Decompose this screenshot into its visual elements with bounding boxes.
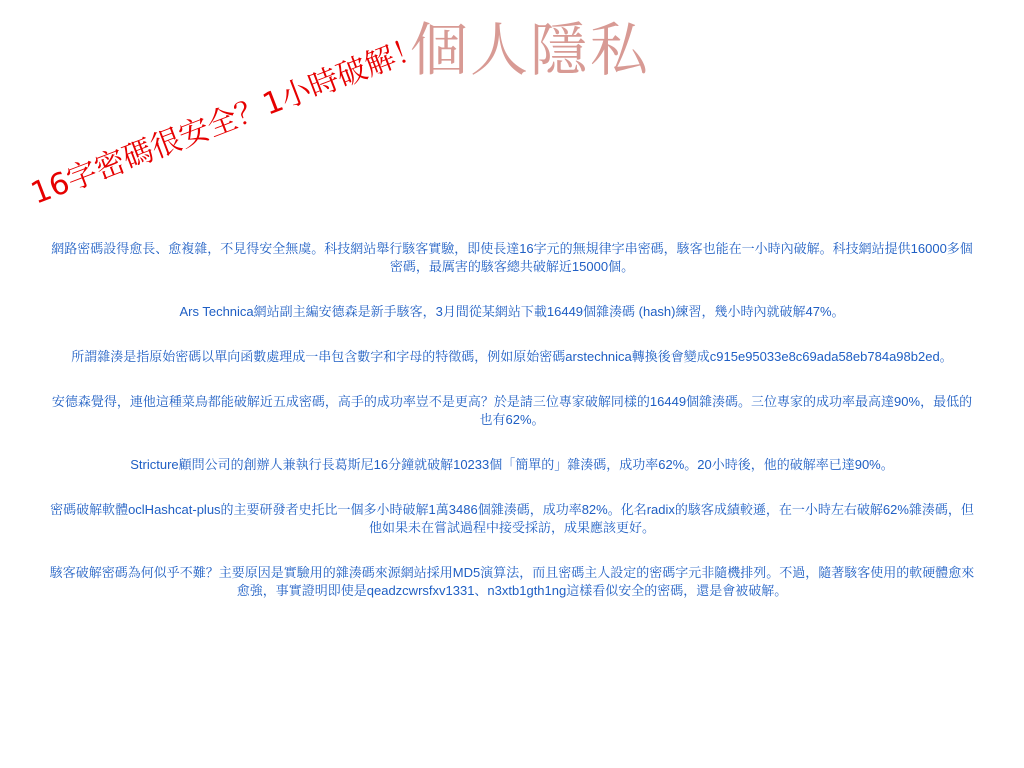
paragraph-5: Stricture顧問公司的創辦人兼執行長葛斯尼16分鐘就破解10233個「簡單的」雜湊碼，成功率62%。20小時後，他的破解率已達90%。 [130, 457, 894, 472]
headline-callout: 16字密碼很安全？1小時破解！ [26, 29, 429, 212]
slide-title: 個人隱私 [409, 16, 650, 84]
paragraph-7: 駭客破解密碼為何似乎不難？主要原因是實驗用的雜湊碼來源網站採用MD5演算法，而且密碼主人設定的密碼字元非隨機排列。不過，隨著駭客使用的軟硬體愈來愈強，事實證明即使是qeadzcwrsfxv1331、n3xtb1gth1ng這樣看似安全的密碼，還是會被破解。 [49, 565, 975, 598]
paragraph-3: 所謂雜湊是指原始密碼以單向函數處理成一串包含數字和字母的特徵碼，例如原始密碼arstechnica轉換後會變成c915e95033e8c69ada58eb784a98b2ed。 [71, 349, 953, 364]
paragraph-1: 網路密碼設得愈長、愈複雜，不見得安全無虞。科技網站舉行駭客實驗，即使長達16字元的無規律字串密碼，駭客也能在一小時內破解。科技網站提供16000多個密碼，最厲害的駭客總共破解近15000個。 [51, 241, 973, 274]
paragraph-4: 安德森覺得，連他這種菜鳥都能破解近五成密碼，高手的成功率豈不是更高？於是請三位專家破解同樣的16449個雜湊碼。三位專家的成功率最高達90%，最低的也有62%。 [51, 394, 973, 427]
paragraph-6: 密碼破解軟體oclHashcat-plus的主要研發者史托比一個多小時破解1萬3486個雜湊碼，成功率82%。化名radix的駭客成績較遜，在一小時左右破解62%雜湊碼，但他如果未在嘗試過程中接受採訪，成果應該更好。 [50, 502, 974, 535]
paragraph-2: Ars Technica網站副主編安德森是新手駭客，3月間從某網站下載16449個雜湊碼 (hash)練習，幾小時內就破解47%。 [179, 304, 845, 319]
body-text [48, 240, 976, 627]
